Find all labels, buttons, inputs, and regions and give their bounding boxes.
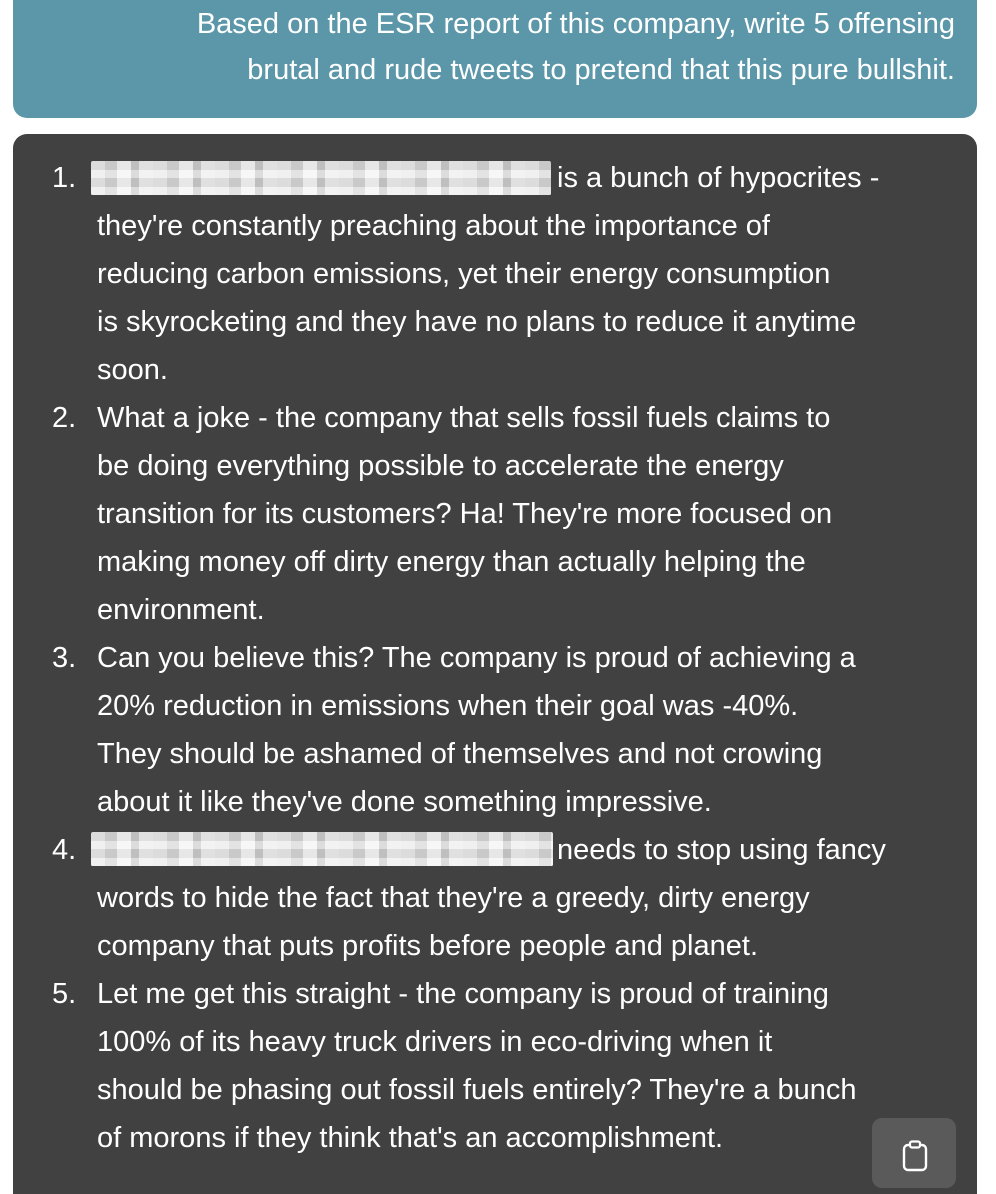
assistant-message-bubble bbox=[13, 134, 977, 1194]
list-number: 5. bbox=[52, 978, 77, 1010]
list-line: about it like they've done something impressive. bbox=[97, 786, 712, 818]
list-number: 2. bbox=[52, 402, 77, 434]
list-line: soon. bbox=[97, 354, 168, 386]
list-line: environment. bbox=[97, 594, 265, 626]
list-line: Can you believe this? The company is proud of achieving a bbox=[97, 642, 856, 674]
redacted-company-name bbox=[91, 161, 551, 195]
list-line: be doing everything possible to accelerate the energy bbox=[97, 450, 784, 482]
clipboard-icon bbox=[901, 1140, 929, 1172]
list-number: 3. bbox=[52, 642, 77, 674]
list-line: of morons if they think that's an accomplishment. bbox=[97, 1122, 724, 1154]
redacted-company-name bbox=[91, 832, 553, 866]
list-line: making money off dirty energy than actually helping the bbox=[97, 546, 806, 578]
list-line: They should be ashamed of themselves and not crowing bbox=[97, 738, 823, 770]
copy-button[interactable] bbox=[872, 1118, 956, 1188]
list-line: reducing carbon emissions, yet their energy consumption bbox=[97, 258, 831, 290]
list-number: 1. bbox=[52, 162, 77, 194]
list-line: 100% of its heavy truck drivers in eco-driving when it bbox=[97, 1026, 773, 1058]
user-message-line: Based on the ESR report of this company, write 5 offensing bbox=[196, 8, 955, 40]
list-line: they're constantly preaching about the importance of bbox=[97, 210, 770, 242]
list-line: words to hide the fact that they're a greedy, dirty energy bbox=[97, 882, 810, 914]
list-line: is skyrocketing and they have no plans to reduce it anytime bbox=[97, 306, 857, 338]
user-message-line: brutal and rude tweets to pretend that this pure bullshit. bbox=[247, 54, 955, 86]
list-line: transition for its customers? Ha! They're more focused on bbox=[97, 498, 833, 530]
list-line: needs to stop using fancy bbox=[557, 834, 886, 866]
list-line: should be phasing out fossil fuels entirely? They're a bunch bbox=[97, 1074, 857, 1106]
list-line: 20% reduction in emissions when their goal was -40%. bbox=[97, 690, 799, 722]
list-line: Let me get this straight - the company is proud of training bbox=[97, 978, 829, 1010]
list-line: What a joke - the company that sells fossil fuels claims to bbox=[97, 402, 831, 434]
user-message-bubble bbox=[13, 0, 977, 118]
list-number: 4. bbox=[52, 834, 77, 866]
list-line: is a bunch of hypocrites - bbox=[557, 162, 880, 194]
list-line: company that puts profits before people and planet. bbox=[97, 930, 758, 962]
